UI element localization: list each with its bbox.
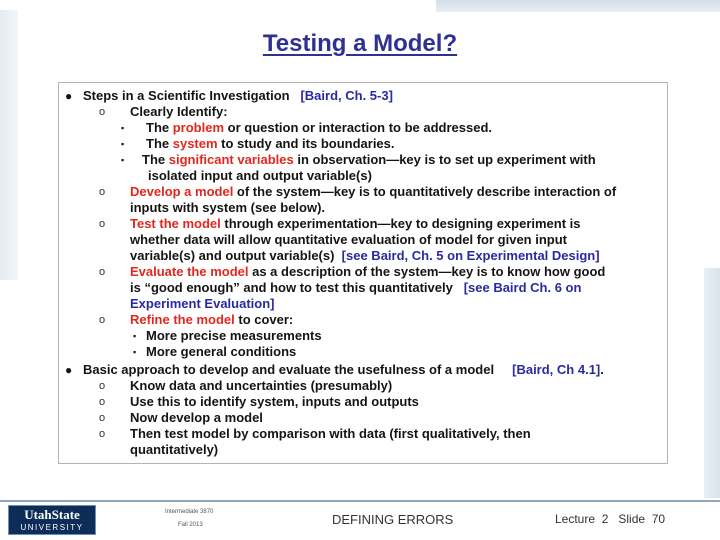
term-label: Fall 2013 (178, 522, 203, 528)
sub-know-data: Know data and uncertainties (presumably) (130, 378, 393, 393)
sub-develop-model-continued: inputs with system (see below). (130, 200, 326, 215)
background-panel-right (704, 268, 720, 498)
background-band-top (436, 0, 720, 12)
square-marker: ▪ (121, 139, 125, 149)
course-label: Intermediate 3870 (165, 509, 214, 515)
sub-evaluate-model-line3: Experiment Evaluation] (130, 296, 275, 311)
square-marker: ▪ (133, 331, 137, 341)
item-problem: The problem or question or interaction to be addressed. (146, 120, 493, 135)
item-precise-measurements: More precise measurements (146, 328, 322, 343)
sub-develop-model: Develop a model of the system—key is to quantitatively describe interaction of (130, 184, 617, 199)
sub-clearly-identify: Clearly Identify: (130, 104, 228, 119)
sub-refine-model: Refine the model to cover: (130, 312, 294, 327)
square-marker: ▪ (121, 155, 125, 165)
lecture-slide-number: Lecture 2 Slide 70 (555, 512, 666, 526)
bullet-steps: Steps in a Scientific Investigation [Baird, Ch. 5-3] (83, 88, 393, 103)
sub-marker: o (99, 266, 106, 278)
sub-marker: o (99, 396, 106, 408)
sub-test-model-line2: whether data will allow quantitative evaluation of model for given input (130, 232, 567, 247)
slide-title: Testing a Model? (262, 30, 458, 57)
bullet-basic-approach: Basic approach to develop and evaluate the usefulness of a model [Baird, Ch 4.1]. (83, 362, 604, 377)
sub-evaluate-model: Evaluate the model as a description of the system—key is to know how good (130, 264, 606, 279)
sub-marker: o (99, 106, 106, 118)
sub-marker: o (99, 186, 106, 198)
sub-marker: o (99, 218, 106, 230)
sub-evaluate-model-line2: is “good enough” and how to test this quantitatively [see Baird Ch. 6 on (130, 280, 582, 295)
sub-test-model: Test the model through experimentation—key to designing experiment is (130, 216, 581, 231)
sub-marker: o (99, 412, 106, 424)
sub-test-by-comparison: Then test model by comparison with data (first qualitatively, then (130, 426, 531, 441)
sub-test-model-line3: variable(s) and output variable(s) [see Baird, Ch. 5 on Experimental Design] (130, 248, 600, 263)
item-general-conditions: More general conditions (146, 344, 297, 359)
sub-develop-model-2: Now develop a model (130, 410, 263, 425)
sub-test-by-comparison-continued: quantitatively) (130, 442, 219, 457)
logo-wordmark: UtahState (24, 507, 80, 522)
sub-marker: o (99, 314, 106, 326)
sub-marker: o (99, 380, 106, 392)
logo-subtitle: UNIVERSITY (20, 523, 84, 532)
sub-marker: o (99, 428, 106, 440)
sub-identify-system: Use this to identify system, inputs and outputs (130, 394, 419, 409)
item-variables: The significant variables in observation—key is to set up experiment with (142, 152, 596, 167)
university-logo (8, 505, 96, 535)
bullet-marker: ● (65, 89, 73, 103)
bullet-marker: ● (65, 363, 73, 377)
item-system: The system to study and its boundaries. (146, 136, 395, 151)
footer-divider (0, 500, 720, 502)
item-variables-continued: isolated input and output variable(s) (148, 168, 372, 183)
square-marker: ▪ (133, 347, 137, 357)
footer-title: DEFINING ERRORS (332, 512, 454, 527)
square-marker: ▪ (121, 123, 125, 133)
